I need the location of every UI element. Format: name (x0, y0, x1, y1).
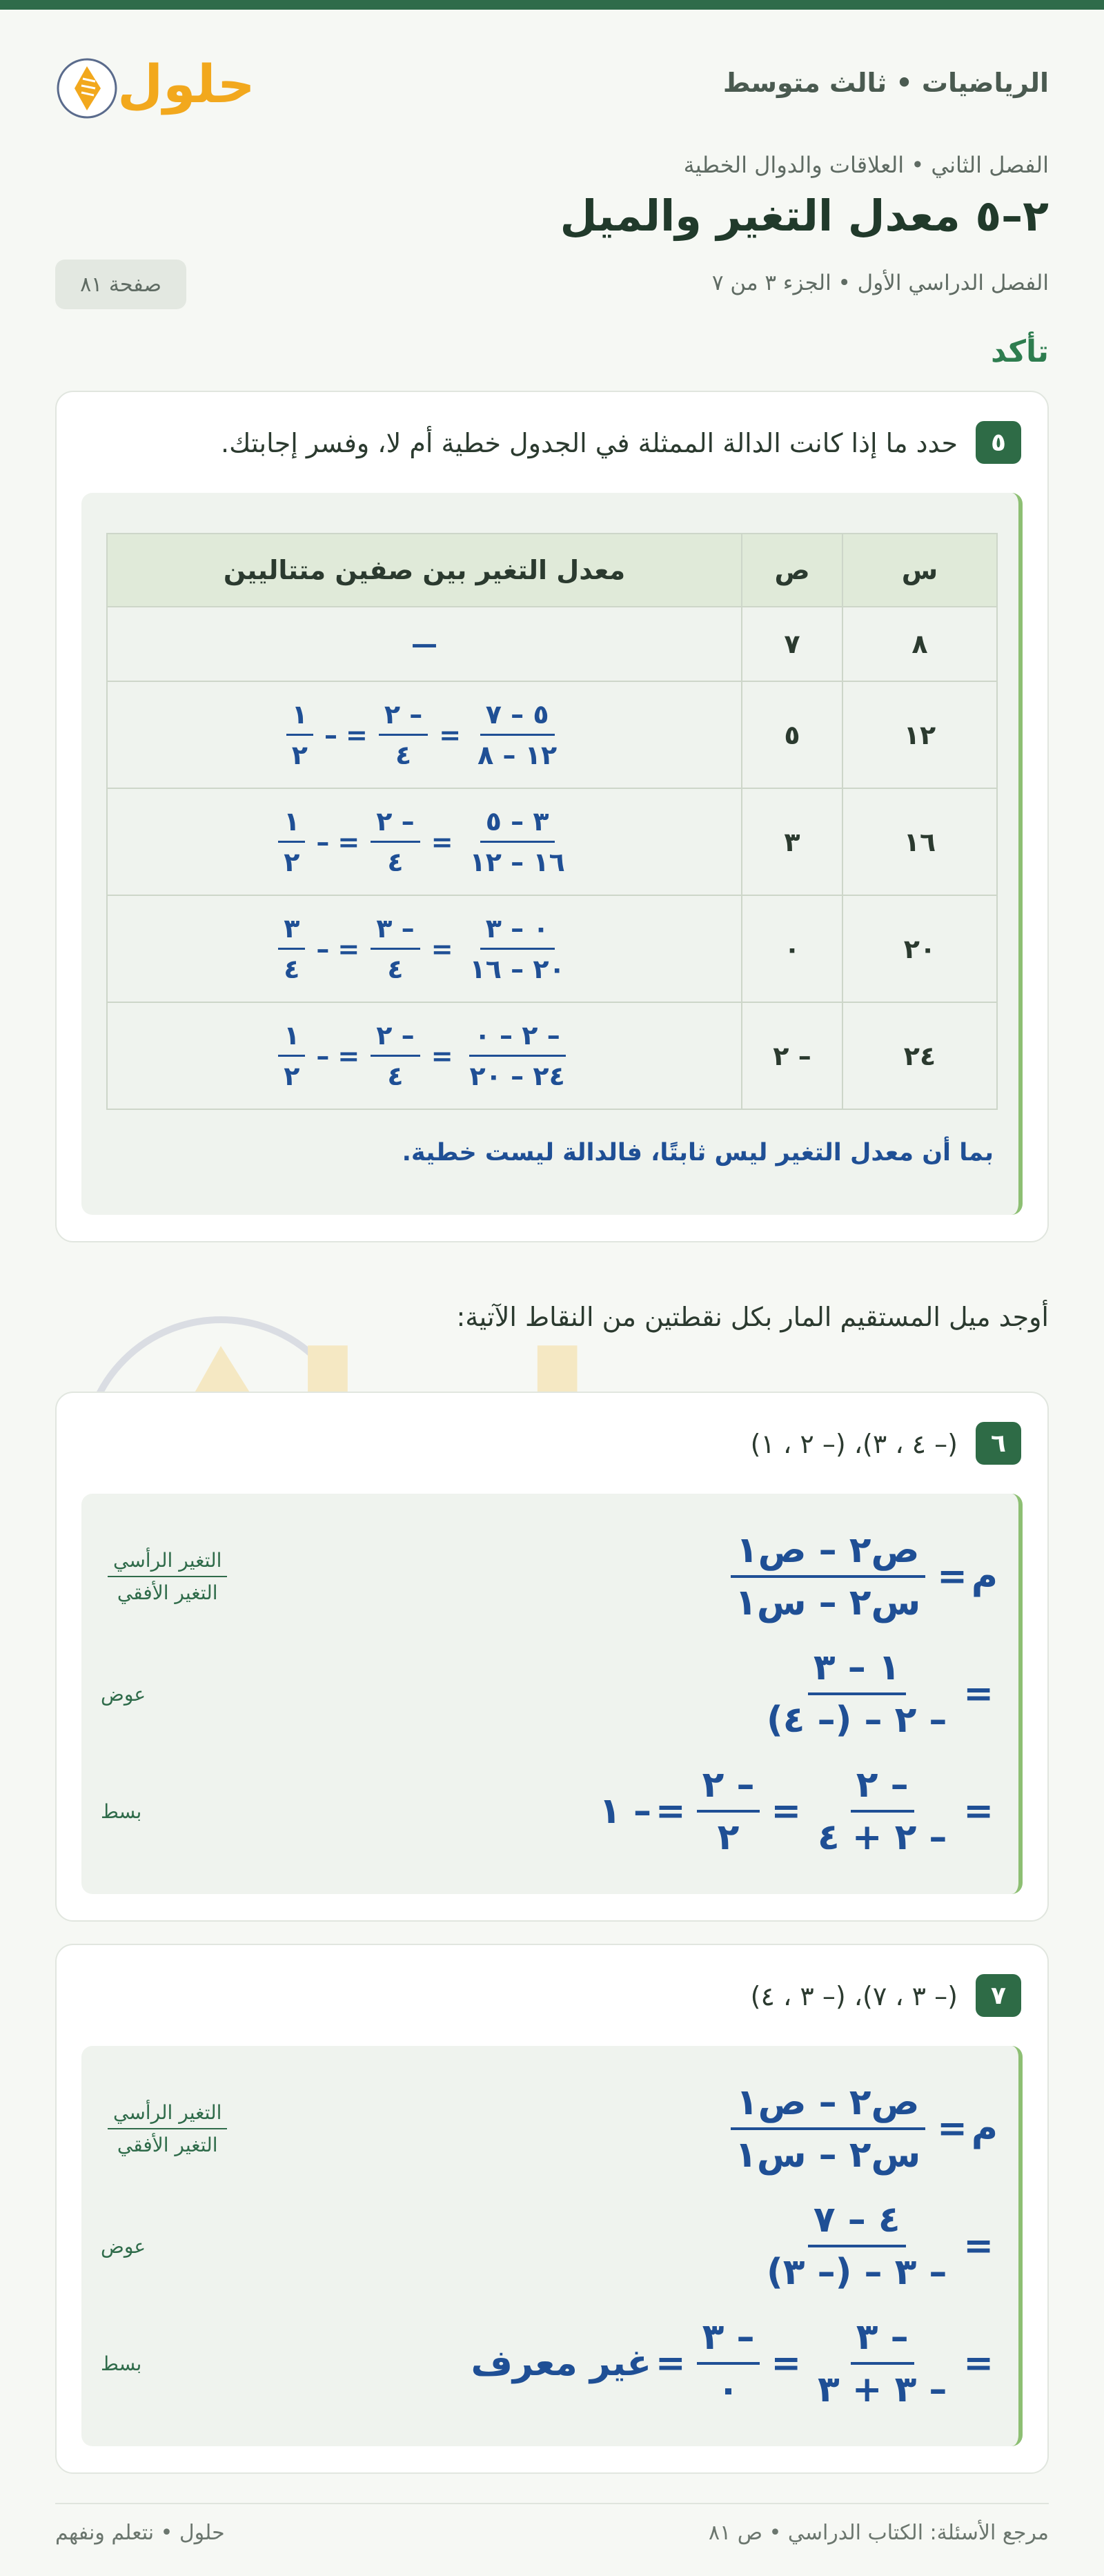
question-text: (– ٣ ، ٧)، (– ٣ ، ٤) (750, 1981, 958, 2011)
result-value: – ١ (599, 1790, 652, 1832)
fraction (371, 913, 420, 984)
step-formula (77, 1521, 1018, 1632)
page-badge: صفحة ٨١ (55, 260, 186, 309)
fraction (286, 699, 313, 770)
section-title: تأكد (990, 334, 1049, 369)
fraction (379, 699, 428, 770)
table-row (107, 1002, 997, 1109)
rate-table (106, 533, 998, 1110)
fraction (464, 806, 571, 877)
step-note: عوض (101, 1682, 146, 1706)
equals-sign: = (431, 826, 453, 857)
numerator: ١ (278, 1020, 305, 1057)
fraction (812, 2316, 952, 2410)
equals-sign: = (439, 719, 462, 750)
cell-rate (107, 681, 742, 788)
column-header-x: س (842, 534, 997, 607)
equals-sign: = (656, 2343, 686, 2384)
fraction (697, 2316, 760, 2410)
table-row (107, 607, 997, 681)
numerator: – ٢ (371, 806, 420, 843)
denominator: ٤ (387, 954, 404, 984)
slope-formula (729, 2082, 926, 2176)
equation (754, 2191, 998, 2301)
numerator: – ٢ (379, 699, 428, 736)
denominator: – ٣ + ٣ (818, 2369, 947, 2410)
fraction (761, 2199, 952, 2293)
numerator: – ٢ (851, 1764, 914, 1813)
slope-symbol: م (971, 2108, 998, 2149)
numerator: التغير الرأسي (108, 2101, 227, 2129)
table-header-row (107, 534, 997, 607)
numerator: – ٣ (371, 913, 420, 950)
equals-sign: = (963, 2343, 994, 2384)
result-value: غير معرف (471, 2343, 652, 2384)
cell-y: – ٢ (742, 1002, 842, 1109)
step-simplify (77, 1756, 1018, 1866)
answer-box (81, 493, 1023, 1215)
denominator: ٢٤ – ٢٠ (469, 1061, 565, 1091)
equals-sign: = (771, 1790, 802, 1832)
equals-sign: = (963, 1790, 994, 1832)
cell-x: ١٦ (842, 788, 997, 895)
cell-y: ٣ (742, 788, 842, 895)
denominator: ٢ (284, 847, 300, 877)
denominator: ٢ (717, 1817, 740, 1858)
numerator: – ٢ (371, 1020, 420, 1057)
denominator: ٢ (291, 740, 308, 770)
equals-sign: = (337, 826, 360, 857)
denominator: ١٢ – ٨ (477, 740, 558, 770)
fraction (278, 1020, 305, 1091)
question-text: (– ٤ ، ٣)، (– ٢ ، ١) (750, 1429, 958, 1459)
denominator: ٤ (395, 740, 412, 770)
step-substitute (77, 1639, 1018, 1749)
fraction (371, 1020, 420, 1091)
equation (722, 2074, 998, 2184)
denominator: ٠ (717, 2369, 740, 2410)
step-note: بسط (101, 1799, 142, 1823)
footer-brand: حلول • نتعلم ونفهم (55, 2521, 225, 2545)
cell-rate: — (107, 607, 742, 681)
denominator: س٢ – س١ (735, 1582, 921, 1623)
slope-formula (729, 1530, 926, 1623)
slope-symbol: م (971, 1556, 998, 1597)
question-text: حدد ما إذا كانت الدالة الممثلة في الجدول خطية أم لا، وفسر إجابتك. (220, 428, 958, 458)
step-simplify (77, 2308, 1018, 2419)
conclusion-text: بما أن معدل التغير ليس ثابتًا، فالدالة ليست خطية. (402, 1139, 994, 1167)
numerator: – ٢ – ٠ (469, 1020, 566, 1057)
cell-rate (107, 895, 742, 1002)
minus-sign: – (316, 826, 330, 857)
numerator: ١ – ٣ (808, 1647, 906, 1695)
denominator: – ٢ + ٤ (818, 1817, 947, 1858)
step-formula (77, 2074, 1018, 2184)
cell-x: ٢٠ (842, 895, 997, 1002)
cell-y: ٧ (742, 607, 842, 681)
fraction (278, 913, 305, 984)
denominator: التغير الأفقي (117, 2134, 218, 2156)
denominator: ٤ (284, 954, 300, 984)
step-note (101, 2074, 234, 2184)
equation (722, 1521, 998, 1632)
numerator: ١ (286, 699, 313, 736)
cell-x: ١٢ (842, 681, 997, 788)
subject-label: الرياضيات • ثالث متوسط (722, 68, 1049, 98)
fraction (464, 1020, 571, 1091)
chapter-label: الفصل الثاني • العلاقات والدوال الخطية (683, 152, 1049, 178)
denominator: – ٣ – (– ٣) (766, 2252, 947, 2293)
equals-sign: = (937, 2108, 967, 2149)
instruction-text: أوجد ميل المستقيم المار بكل نقطتين من النقاط الآتية: (456, 1302, 1049, 1332)
cell-y: ٠ (742, 895, 842, 1002)
numerator: ص٢ – ص١ (731, 2082, 925, 2130)
minus-sign: – (316, 1040, 330, 1071)
equals-sign: = (337, 933, 360, 964)
fraction (761, 1647, 952, 1741)
cell-x: ٨ (842, 607, 997, 681)
step-note: عوض (101, 2234, 146, 2258)
lesson-title: ٢–٥ معدل التغير والميل (560, 191, 1049, 241)
header (55, 46, 1049, 128)
equals-sign: = (431, 1040, 453, 1071)
denominator: ٢ (284, 1061, 300, 1091)
step-substitute (77, 2191, 1018, 2301)
step-note: بسط (101, 2352, 142, 2375)
minus-sign: – (324, 719, 337, 750)
question-7-card (55, 1944, 1049, 2474)
table-row (107, 788, 997, 895)
numerator: ٣ – ٥ (480, 806, 555, 843)
denominator: التغير الأفقي (117, 1581, 218, 1604)
fraction (472, 699, 562, 770)
equals-sign: = (656, 1790, 686, 1832)
column-header-y: ص (742, 534, 842, 607)
question-number: ٥ (976, 421, 1021, 464)
numerator: ٥ – ٧ (480, 699, 555, 736)
equals-sign: = (937, 1556, 967, 1597)
footer-source: مرجع الأسئلة: الكتاب الدراسي • ص ٨١ (709, 2521, 1049, 2545)
numerator: ٠ – ٣ (480, 913, 555, 950)
cell-rate (107, 788, 742, 895)
note-fraction (108, 2101, 227, 2156)
equation (471, 2308, 998, 2419)
denominator: ٤ (387, 1061, 404, 1091)
numerator: ص٢ – ص١ (731, 1530, 925, 1578)
numerator: ١ (278, 806, 305, 843)
cell-y: ٥ (742, 681, 842, 788)
table-row (107, 895, 997, 1002)
numerator: – ٣ (851, 2316, 914, 2365)
hulool-logo[interactable] (55, 46, 255, 128)
cell-x: ٢٤ (842, 1002, 997, 1109)
note-fraction (108, 1549, 227, 1604)
denominator: ٤ (387, 847, 404, 877)
denominator: ١٦ – ١٢ (469, 847, 565, 877)
table-row (107, 681, 997, 788)
fraction (278, 806, 305, 877)
denominator: ٢٠ – ١٦ (469, 954, 565, 984)
top-accent-bar (0, 0, 1104, 10)
numerator: التغير الرأسي (108, 1549, 227, 1577)
footer-divider (55, 2503, 1049, 2504)
fraction (464, 913, 571, 984)
equation (599, 1756, 998, 1866)
question-number: ٧ (976, 1974, 1021, 2017)
question-5-card (55, 391, 1049, 1242)
denominator: – ٢ – (– ٤) (766, 1699, 947, 1741)
equals-sign: = (771, 2343, 802, 2384)
numerator: – ٢ (697, 1764, 760, 1813)
equals-sign: = (337, 1040, 360, 1071)
fraction (371, 806, 420, 877)
equation (754, 1639, 998, 1749)
question-number: ٦ (976, 1422, 1021, 1465)
equals-sign: = (431, 933, 453, 964)
fraction (697, 1764, 760, 1858)
equals-sign: = (963, 1673, 994, 1715)
cell-rate (107, 1002, 742, 1109)
numerator: ٤ – ٧ (808, 2199, 906, 2247)
fraction (812, 1764, 952, 1858)
denominator: س٢ – س١ (735, 2134, 921, 2176)
numerator: ٣ (278, 913, 305, 950)
question-6-card (55, 1392, 1049, 1922)
step-note (101, 1521, 234, 1632)
answer-box (81, 2046, 1023, 2446)
answer-box (81, 1494, 1023, 1894)
column-header-rate: معدل التغير بين صفين متتاليين (107, 534, 742, 607)
semester-label: الفصل الدراسي الأول • الجزء ٣ من ٧ (711, 271, 1049, 295)
svg-text:حلول: حلول (117, 53, 255, 115)
equals-sign: = (963, 2225, 994, 2267)
equals-sign: = (346, 719, 368, 750)
minus-sign: – (316, 933, 330, 964)
numerator: – ٣ (697, 2316, 760, 2365)
